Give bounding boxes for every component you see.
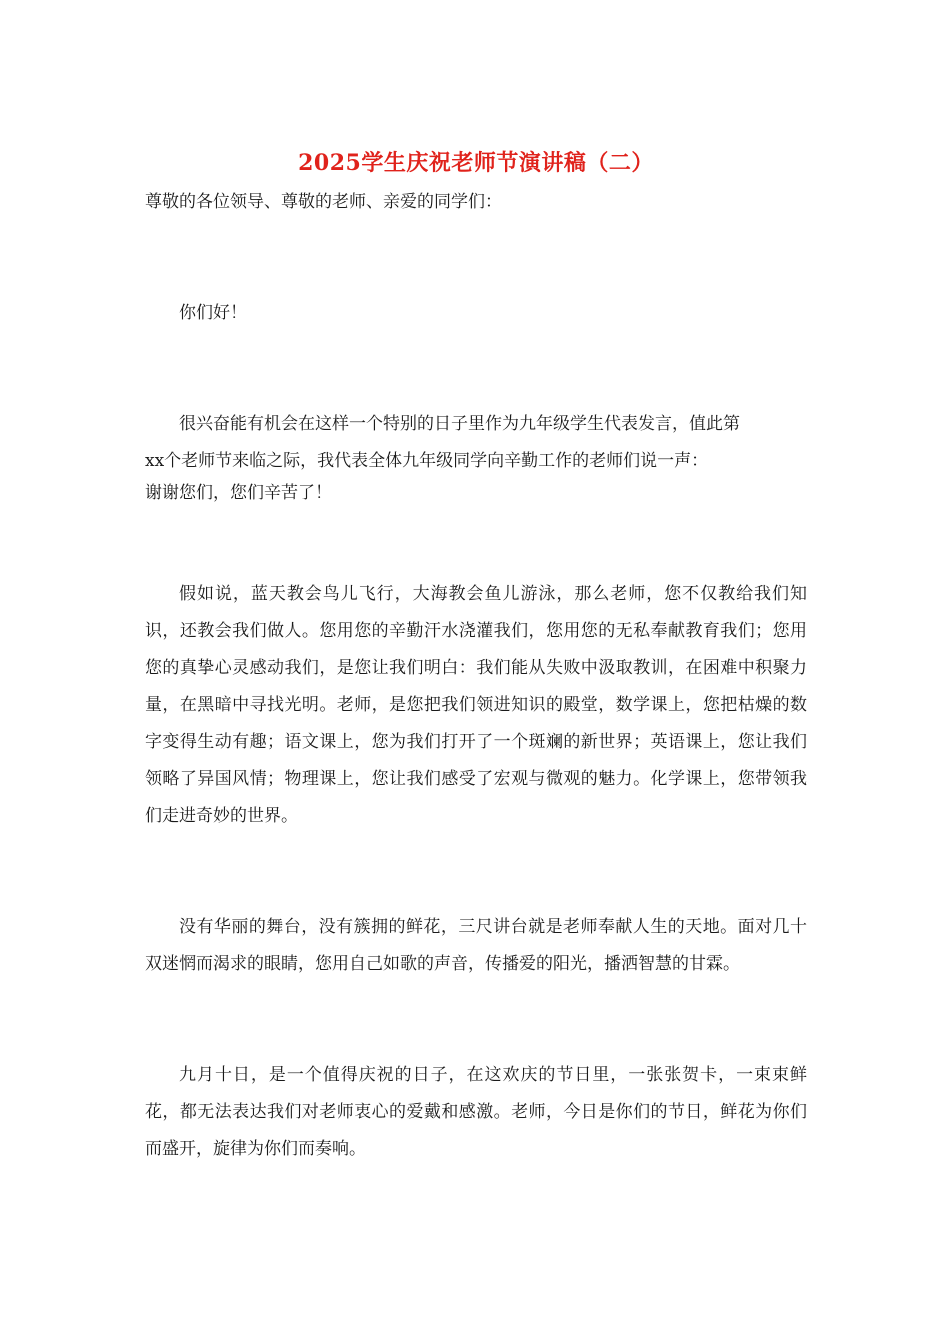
paragraph-1-line-1: 很兴奋能有机会在这样一个特别的日子里作为九年级学生代表发言，值此第	[179, 414, 740, 434]
paragraph-4: 九月十日，是一个值得庆祝的日子，在这欢庆的节日里，一张张贺卡，一束束鲜花，都无法表达我们对老师衷心的爱戴和感激。老师，今日是你们的节日，鲜花为你们而盛开，旋律为你们而奏响。	[145, 1065, 807, 1159]
paragraph-3: 没有华丽的舞台，没有簇拥的鲜花，三尺讲台就是老师奉献人生的天地。面对几十双迷惘而渴求的眼睛，您用自己如歌的声音，传播爱的阳光，播洒智慧的甘霖。	[145, 917, 807, 974]
paragraph-2: 假如说，蓝天教会鸟儿飞行，大海教会鱼儿游泳，那么老师，您不仅教给我们知识，还教会我们做人。您用您的辛勤汗水浇灌我们，您用您的无私奉献教育我们；您用您的真挚心灵感动我们，是您让我们明白：我们能从失败中汲取教训，在困难中积聚力量，在黑暗中寻找光明。老师，是您把我们领进知识的殿堂，数学课上，您把枯燥的数字变得生动有趣；语文课上，您为我们打开了一个斑斓的新世界；英语课上，您让我们领略了异国风情；物理课上，您让我们感受了宏观与微观的魅力。化学课上，您带领我们走进奇妙的世界。	[145, 584, 807, 826]
document-page	[145, 148, 807, 1168]
greeting: 你们好！	[179, 303, 247, 323]
paragraph-1-line-3: 谢谢您们，您们辛苦了！	[145, 483, 332, 503]
page-title: 2025学生庆祝老师节演讲稿（二）	[298, 150, 654, 176]
paragraph-1	[145, 406, 807, 506]
salutation: 尊敬的各位领导、尊敬的老师、亲爱的同学们：	[145, 192, 502, 212]
paragraph-1-line-2: xx个老师节来临之际，我代表全体九年级同学向辛勤工作的老师们说一声：	[145, 451, 709, 471]
